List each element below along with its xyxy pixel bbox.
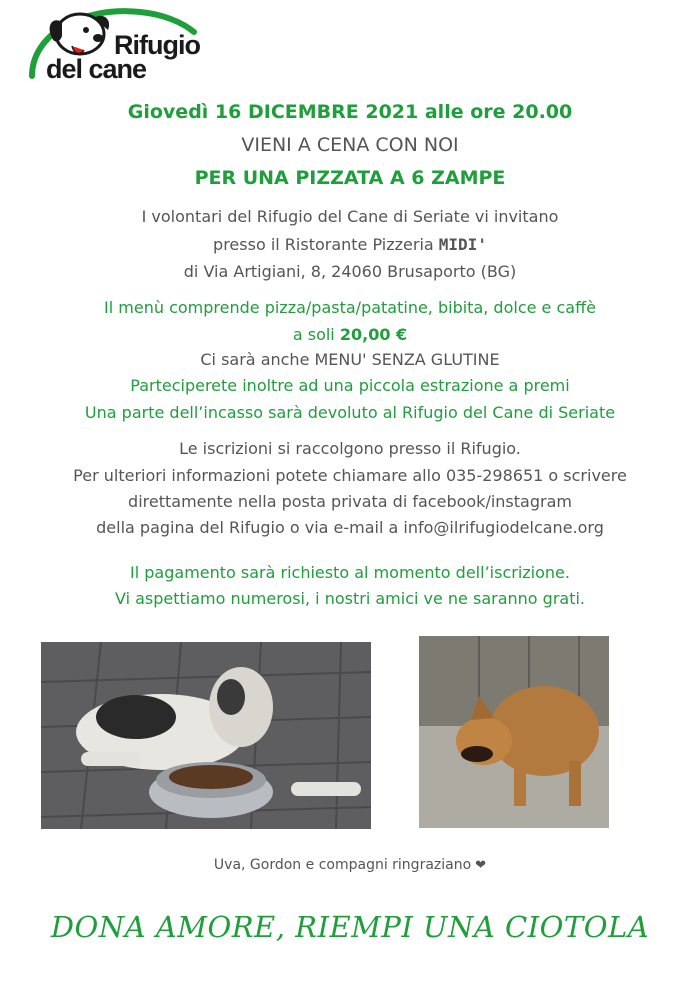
payment-note: Il pagamento sarà richiesto al momento dell’iscrizione. xyxy=(130,563,570,582)
venue-name: MIDI' xyxy=(438,235,487,254)
intro-venue-text: presso il Ristorante Pizzeria xyxy=(213,235,439,254)
rifugio-logo xyxy=(22,4,212,84)
intro-line-2 xyxy=(0,235,700,254)
logo-text-rifugio: Rifugio xyxy=(114,30,200,60)
caption-text: Uva, Gordon e compagni ringraziano xyxy=(213,857,472,873)
intro-line-1: I volontari del Rifugio del Cane di Seriate vi invitano xyxy=(141,207,559,226)
photo-dog-growling xyxy=(419,636,609,828)
logo-text-del-cane: del cane xyxy=(46,54,147,84)
heart-icon: ❤ xyxy=(475,858,487,873)
gluten-free-note: Ci sarà anche MENU' SENZA GLUTINE xyxy=(200,350,500,369)
info-line-4: della pagina del Rifugio o via e-mail a info@ilrifugiodelcane.org xyxy=(96,518,604,537)
menu-price-line xyxy=(0,325,700,344)
invite-line: VIENI A CENA CON NOI xyxy=(241,134,459,156)
menu-description: Il menù comprende pizza/pasta/patatine, bibita, dolce e caffè xyxy=(104,298,596,317)
info-line-3: direttamente nella posta privata di facebook/instagram xyxy=(128,492,572,511)
price-prefix: a soli xyxy=(292,325,340,344)
photo-dog-eating xyxy=(41,642,371,829)
price-value: 20,00 € xyxy=(339,325,408,344)
welcome-note: Vi aspettiamo numerosi, i nostri amici ve ne saranno grati. xyxy=(114,589,586,608)
raffle-note: Parteciperete inoltre ad una piccola estrazione a premi xyxy=(130,376,570,395)
event-title: PER UNA PIZZATA A 6 ZAMPE xyxy=(194,167,506,189)
event-date: Giovedì 16 DICEMBRE 2021 alle ore 20.00 xyxy=(127,101,573,123)
info-line-2: Per ulteriori informazioni potete chiamare allo 035-298651 o scrivere xyxy=(73,466,627,485)
info-line-1: Le iscrizioni si raccolgono presso il Rifugio. xyxy=(179,439,521,458)
intro-address: di Via Artigiani, 8, 24060 Brusaporto (BG) xyxy=(183,262,517,281)
donation-note: Una parte dell’incasso sarà devoluto al Rifugio del Cane di Seriate xyxy=(84,403,616,422)
slogan: DONA AMORE, RIEMPI UNA CIOTOLA xyxy=(50,910,650,944)
photo-caption xyxy=(0,857,700,873)
